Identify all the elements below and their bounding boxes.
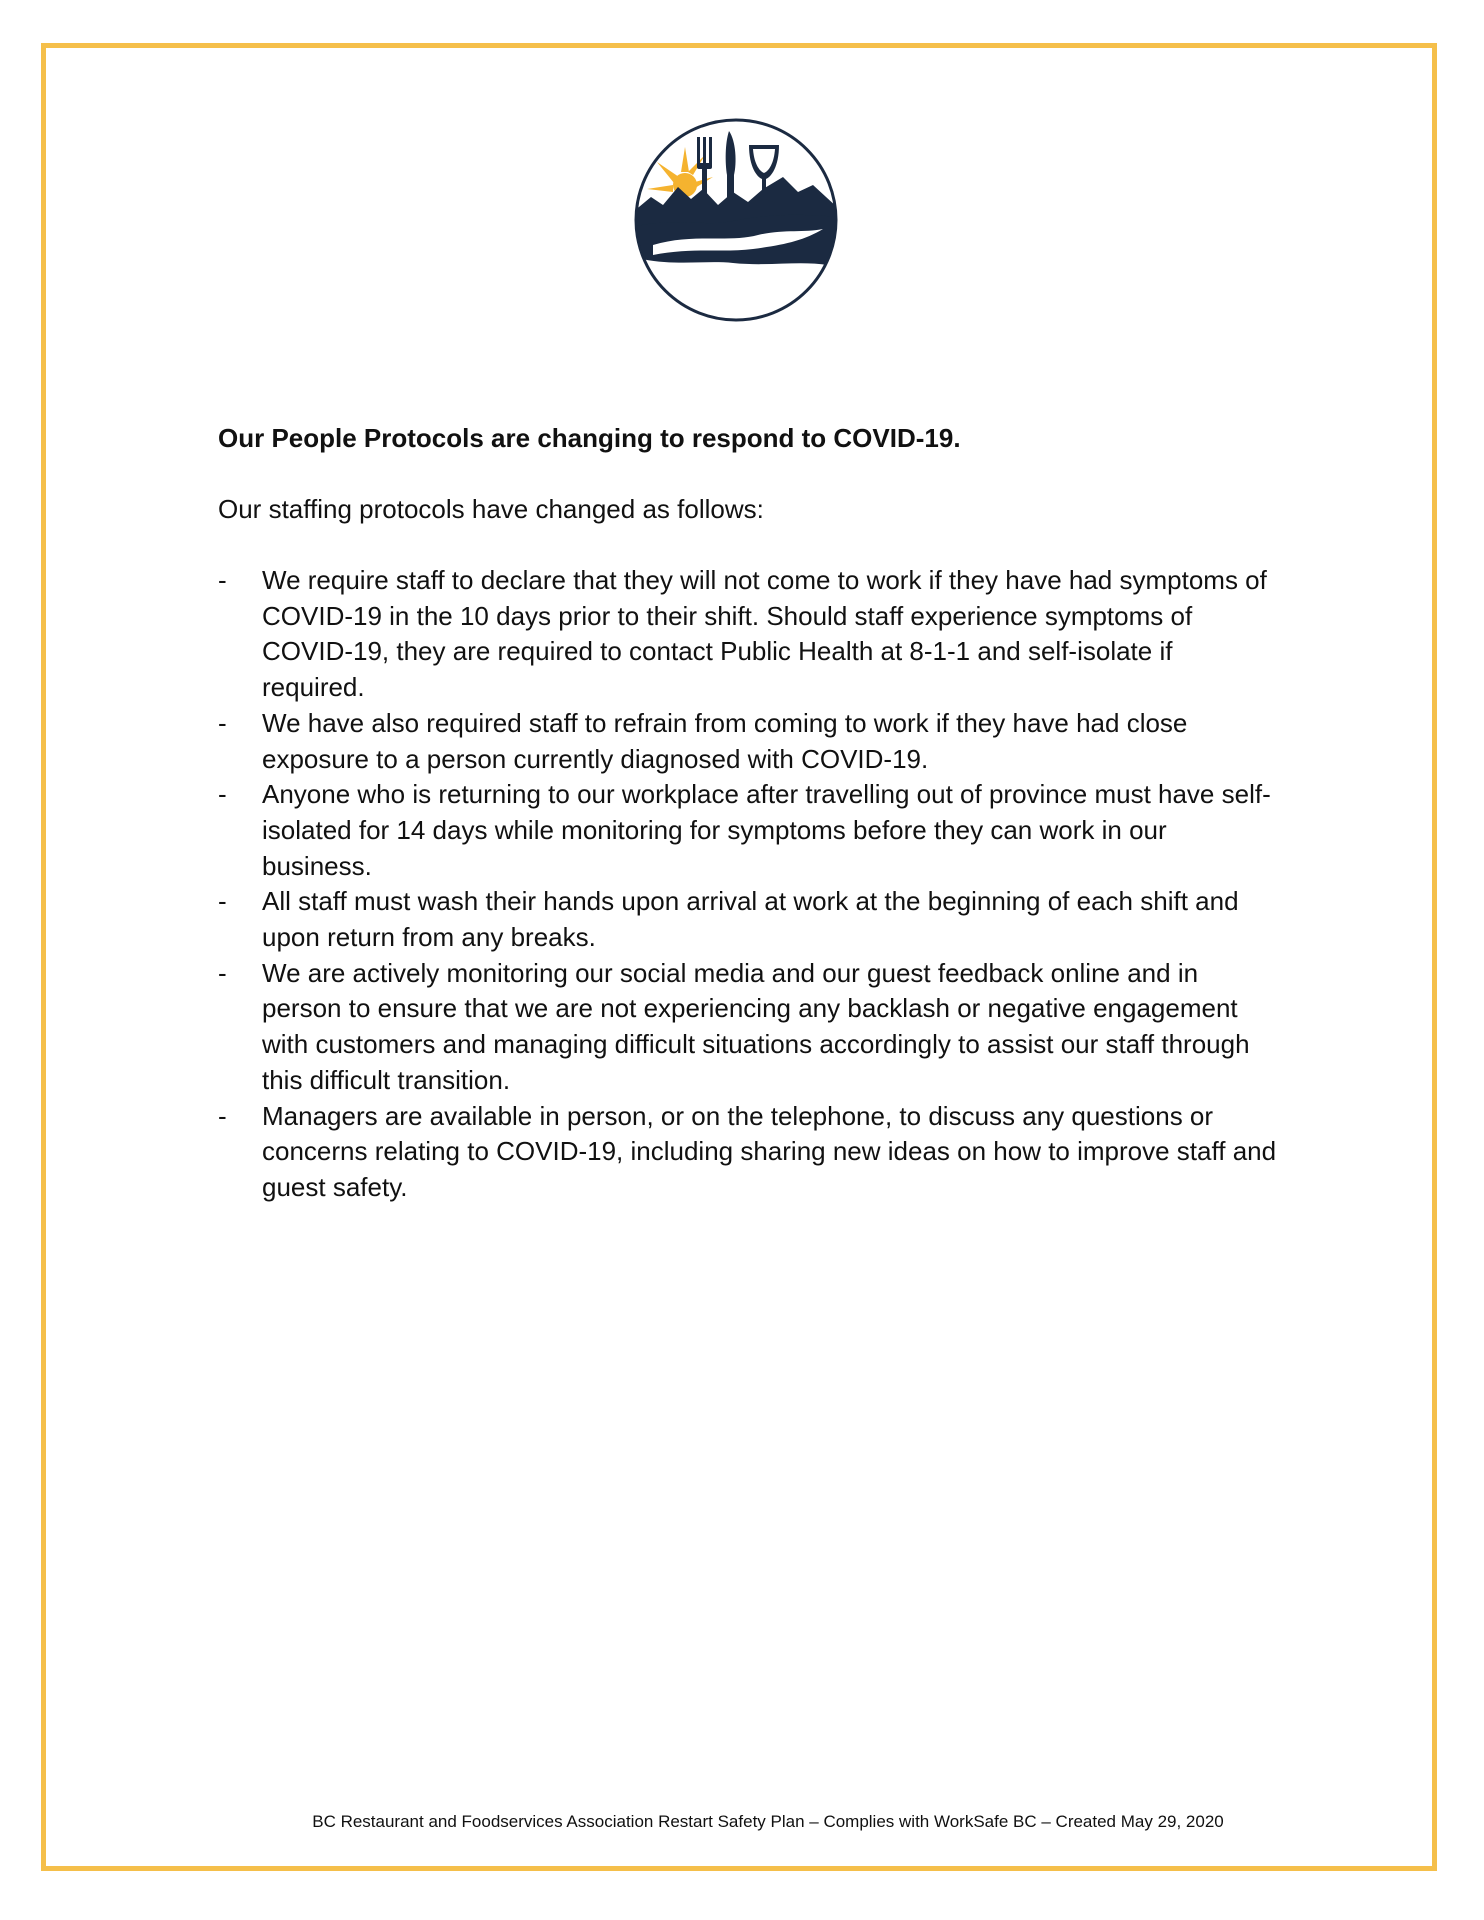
bullet-dash: -: [218, 707, 227, 738]
list-item-text: We require staff to declare that they will not come to work if they have had symptoms of COVID-19 in the 10 days prior to their shift. Should staff experience symptoms of COVID-19, they are required to contact Public Health at 8-1-1 and self-isolate if required.: [262, 565, 1267, 703]
bullet-dash: -: [218, 565, 227, 595]
list-item-text: Anyone who is returning to our workplace after travelling out of province must have self-isolated for 14 days while monitoring for symptoms before they can work in our business.: [262, 779, 1271, 881]
list-item: [218, 777, 1278, 884]
list-item-text: All staff must wash their hands upon arrival at work at the beginning of each shift and upon return from any breaks.: [262, 886, 1239, 953]
list-item: [218, 706, 1278, 777]
page-title: Our People Protocols are changing to respond to COVID-19.: [218, 423, 961, 453]
list-item: [218, 1099, 1278, 1206]
bullet-dash: -: [218, 957, 227, 988]
bullet-dash: -: [218, 886, 227, 917]
protocol-list: [218, 563, 1278, 1206]
bullet-dash: -: [218, 779, 227, 810]
intro-paragraph: Our staffing protocols have changed as follows:: [218, 494, 764, 524]
list-item: [218, 563, 1278, 706]
list-item-text: Managers are available in person, or on the telephone, to discuss any questions or concerns relating to COVID-19, including sharing new ideas on how to improve staff and guest safety.: [262, 1100, 1277, 1202]
page-footer: BC Restaurant and Foodservices Association Restart Safety Plan – Complies with WorkSafe BC – Created May 29, 2020: [312, 1812, 1224, 1831]
list-item: [218, 956, 1278, 1099]
list-item-text: We have also required staff to refrain from coming to work if they have had close exposure to a person currently diagnosed with COVID-19.: [262, 707, 1188, 774]
list-item: [218, 884, 1278, 955]
list-item-text: We are actively monitoring our social media and our guest feedback online and in person to ensure that we are not experiencing any backlash or negative engagement with customers and managing difficult situations accordingly to assist our staff through this difficult transition.: [262, 957, 1250, 1095]
bullet-dash: -: [218, 1100, 227, 1131]
restaurant-association-logo-icon: [633, 117, 839, 323]
document-body: [218, 420, 1278, 1206]
